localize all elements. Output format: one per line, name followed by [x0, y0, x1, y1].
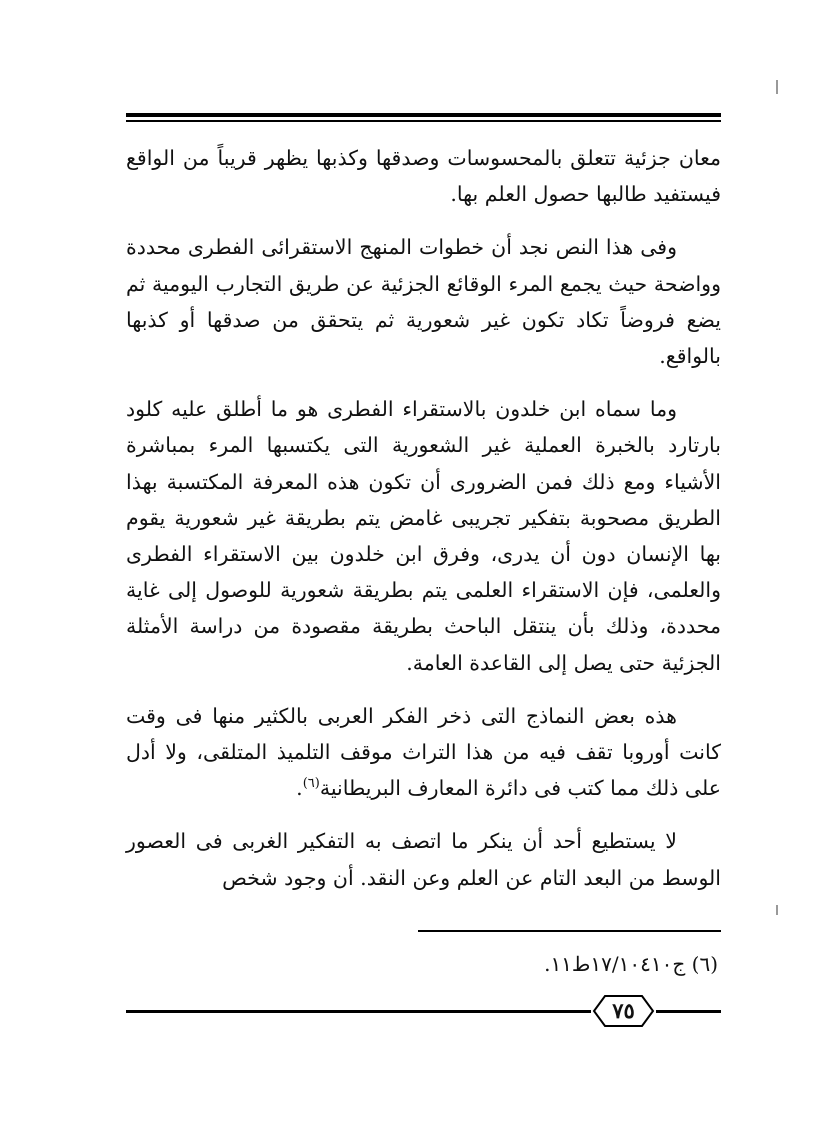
- header-rule-thin: [126, 120, 721, 122]
- footer-rule-right: [656, 1010, 721, 1013]
- footer-rule-left: [126, 1010, 591, 1013]
- scan-edge-mark: [776, 80, 778, 94]
- footnote-text: (٦) ج١٧/١٠٤١٠ط١١.: [544, 952, 718, 976]
- footnote: [418, 950, 718, 978]
- paragraph-3: وما سماه ابن خلدون بالاستقراء الفطرى هو ما أطلق عليه كلود بارتارد بالخبرة العملية غير الشعورية التى يكتسبها المرء بمباشرة الأشياء ومع ذلك فمن الضرورى أن تكون هذه المعرفة المكتسبة بهذا الطريق مصحوبة بتفكير تجريبى غامض يتم بطريقة غير شعورية يقوم بها الإنسان دون أن يدرى، وفرق ابن خلدون بين الاستقراء الفطرى والعلمى، فإن الاستقراء العلمى يتم بطريقة شعورية للوصول إلى غاية محددة، وذلك بأن ينتقل الباحث بطريقة مقصودة من دراسة الأمثلة الجزئية حتى يصل إلى القاعدة العامة.: [126, 397, 721, 675]
- footnote-reference[interactable]: (٦): [302, 776, 320, 792]
- paragraph-1: معان جزئية تتعلق بالمحسوسات وصدقها وكذبها يظهر قريباً من الواقع فيستفيد طالبها حصول العلم بها.: [126, 146, 721, 207]
- body-text: [126, 140, 721, 913]
- paragraph-4: هذه بعض النماذج التى ذخر الفكر العربى بالكثير منها فى وقت كانت أوروبا تقف فيه من هذا التراث موقف التلميذ المتلقى، ولا أدل على ذلك مما كتب فى دائرة المعارف البريطانية$^{(٦)}$.: [126, 703, 721, 801]
- paragraph-5: لا يستطيع أحد أن ينكر ما اتصف به التفكير الغربى فى العصور الوسط من البعد التام عن العلم وعن النقد. أن وجود شخص: [126, 829, 721, 890]
- paragraph-2: وفى هذا النص نجد أن خطوات المنهج الاستقرائى الفطرى محددة وواضحة حيث يجمع المرء الوقائع الجزئية عن طريق التجارب اليومية ثم يضع فروضاً تكاد تكون غير شعورية ثم يتحقق من صدقها أو كذبها بالواقع.: [126, 235, 721, 369]
- header-rule-thick: [126, 113, 721, 117]
- page-number-ornament: [591, 993, 656, 1029]
- scan-edge-mark: [776, 905, 778, 915]
- page-number: ٧٥: [612, 998, 635, 1023]
- footnote-separator: [418, 930, 721, 932]
